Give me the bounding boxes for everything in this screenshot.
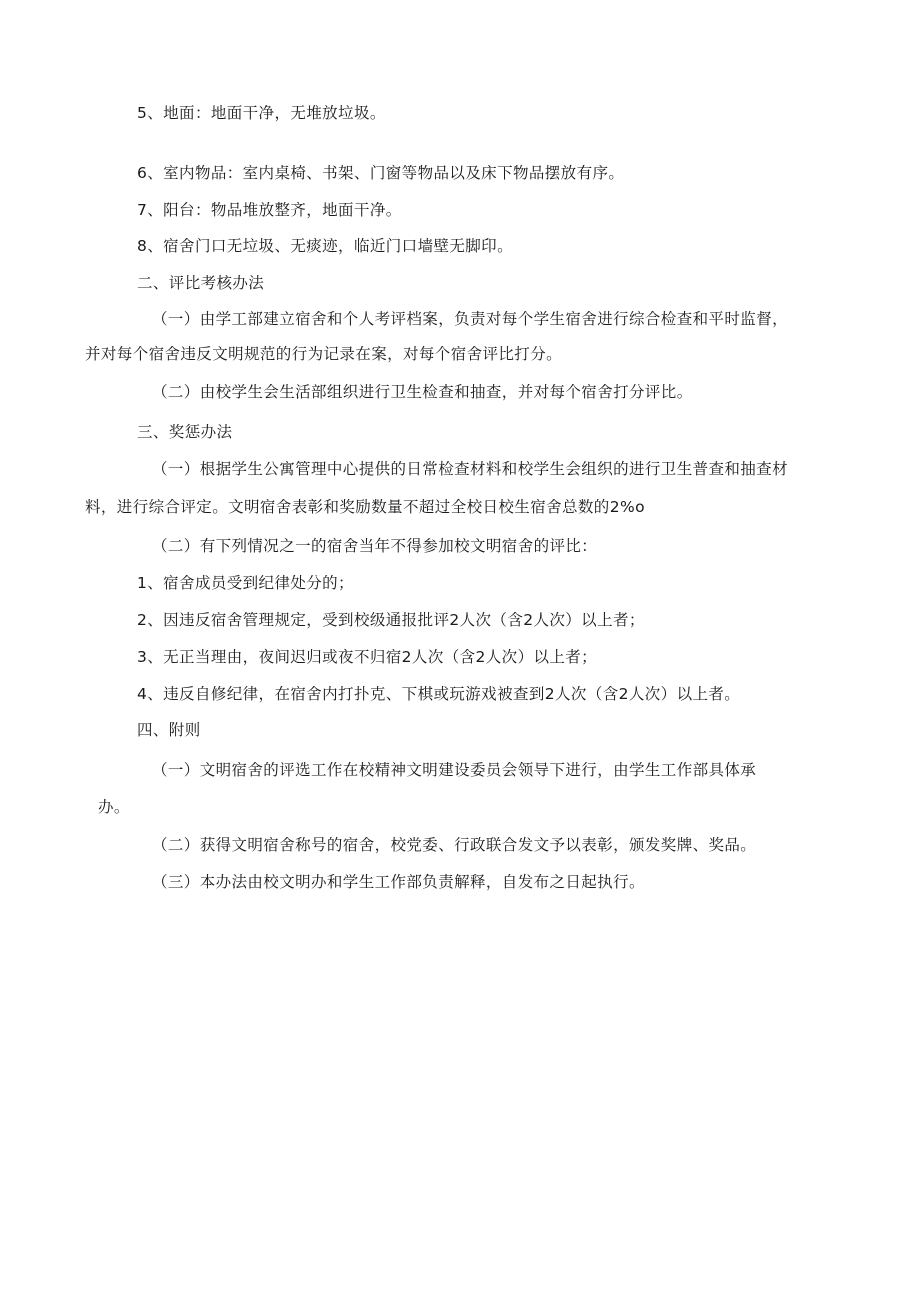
paragraph-3-2: （二）有下列情况之一的宿舍当年不得参加校文明宿舍的评比： bbox=[152, 537, 598, 555]
paragraph-3-1-line-2: 料，进行综合评定。文明宿舍表彰和奖励数量不超过全校日校生宿舍总数的2%o bbox=[85, 498, 645, 516]
condition-item-2: 2、因违反宿舍管理规定，受到校级通报批评2人次（含2人次）以上者； bbox=[137, 611, 645, 629]
section-heading-3: 三、奖惩办法 bbox=[137, 423, 233, 441]
paragraph-2-1-line-1: （一）由学工部建立宿舍和个人考评档案，负责对每个学生宿舍进行综合检查和平时监督， bbox=[152, 310, 789, 328]
condition-item-4: 4、违反自修纪律，在宿舍内打扑克、下棋或玩游戏被查到2人次（含2人次）以上者。 bbox=[137, 685, 741, 703]
condition-item-1: 1、宿舍成员受到纪律处分的； bbox=[137, 574, 354, 592]
paragraph-4-2: （二）获得文明宿舍称号的宿舍，校党委、行政联合发文予以表彰，颁发奖牌、奖品。 bbox=[152, 836, 757, 854]
paragraph-2-2: （二）由校学生会生活部组织进行卫生检查和抽查，并对每个宿舍打分评比。 bbox=[152, 383, 693, 401]
rule-item-6: 6、室内物品：室内桌椅、书架、门窗等物品以及床下物品摆放有序。 bbox=[137, 164, 625, 182]
paragraph-2-1-line-2: 并对每个宿舍违反文明规范的行为记录在案，对每个宿舍评比打分。 bbox=[85, 345, 563, 363]
rule-item-8: 8、宿舍门口无垃圾、无痰迹，临近门口墙壁无脚印。 bbox=[137, 237, 513, 255]
rule-item-5: 5、地面：地面干净，无堆放垃圾。 bbox=[137, 104, 386, 122]
condition-item-3: 3、无正当理由，夜间迟归或夜不归宿2人次（含2人次）以上者； bbox=[137, 648, 598, 666]
paragraph-3-1-line-1: （一）根据学生公寓管理中心提供的日常检查材料和校学生会组织的进行卫生普查和抽查材 bbox=[152, 460, 789, 478]
section-heading-2: 二、评比考核办法 bbox=[137, 274, 265, 292]
rule-item-7: 7、阳台：物品堆放整齐，地面干净。 bbox=[137, 201, 402, 219]
paragraph-4-1-line-2: 办。 bbox=[98, 798, 130, 816]
paragraph-4-3: （三）本办法由校文明办和学生工作部负责解释，自发布之日起执行。 bbox=[152, 873, 645, 891]
section-heading-4: 四、附则 bbox=[137, 721, 201, 739]
paragraph-4-1-line-1: （一）文明宿舍的评选工作在校精神文明建设委员会领导下进行，由学生工作部具体承 bbox=[152, 761, 757, 779]
